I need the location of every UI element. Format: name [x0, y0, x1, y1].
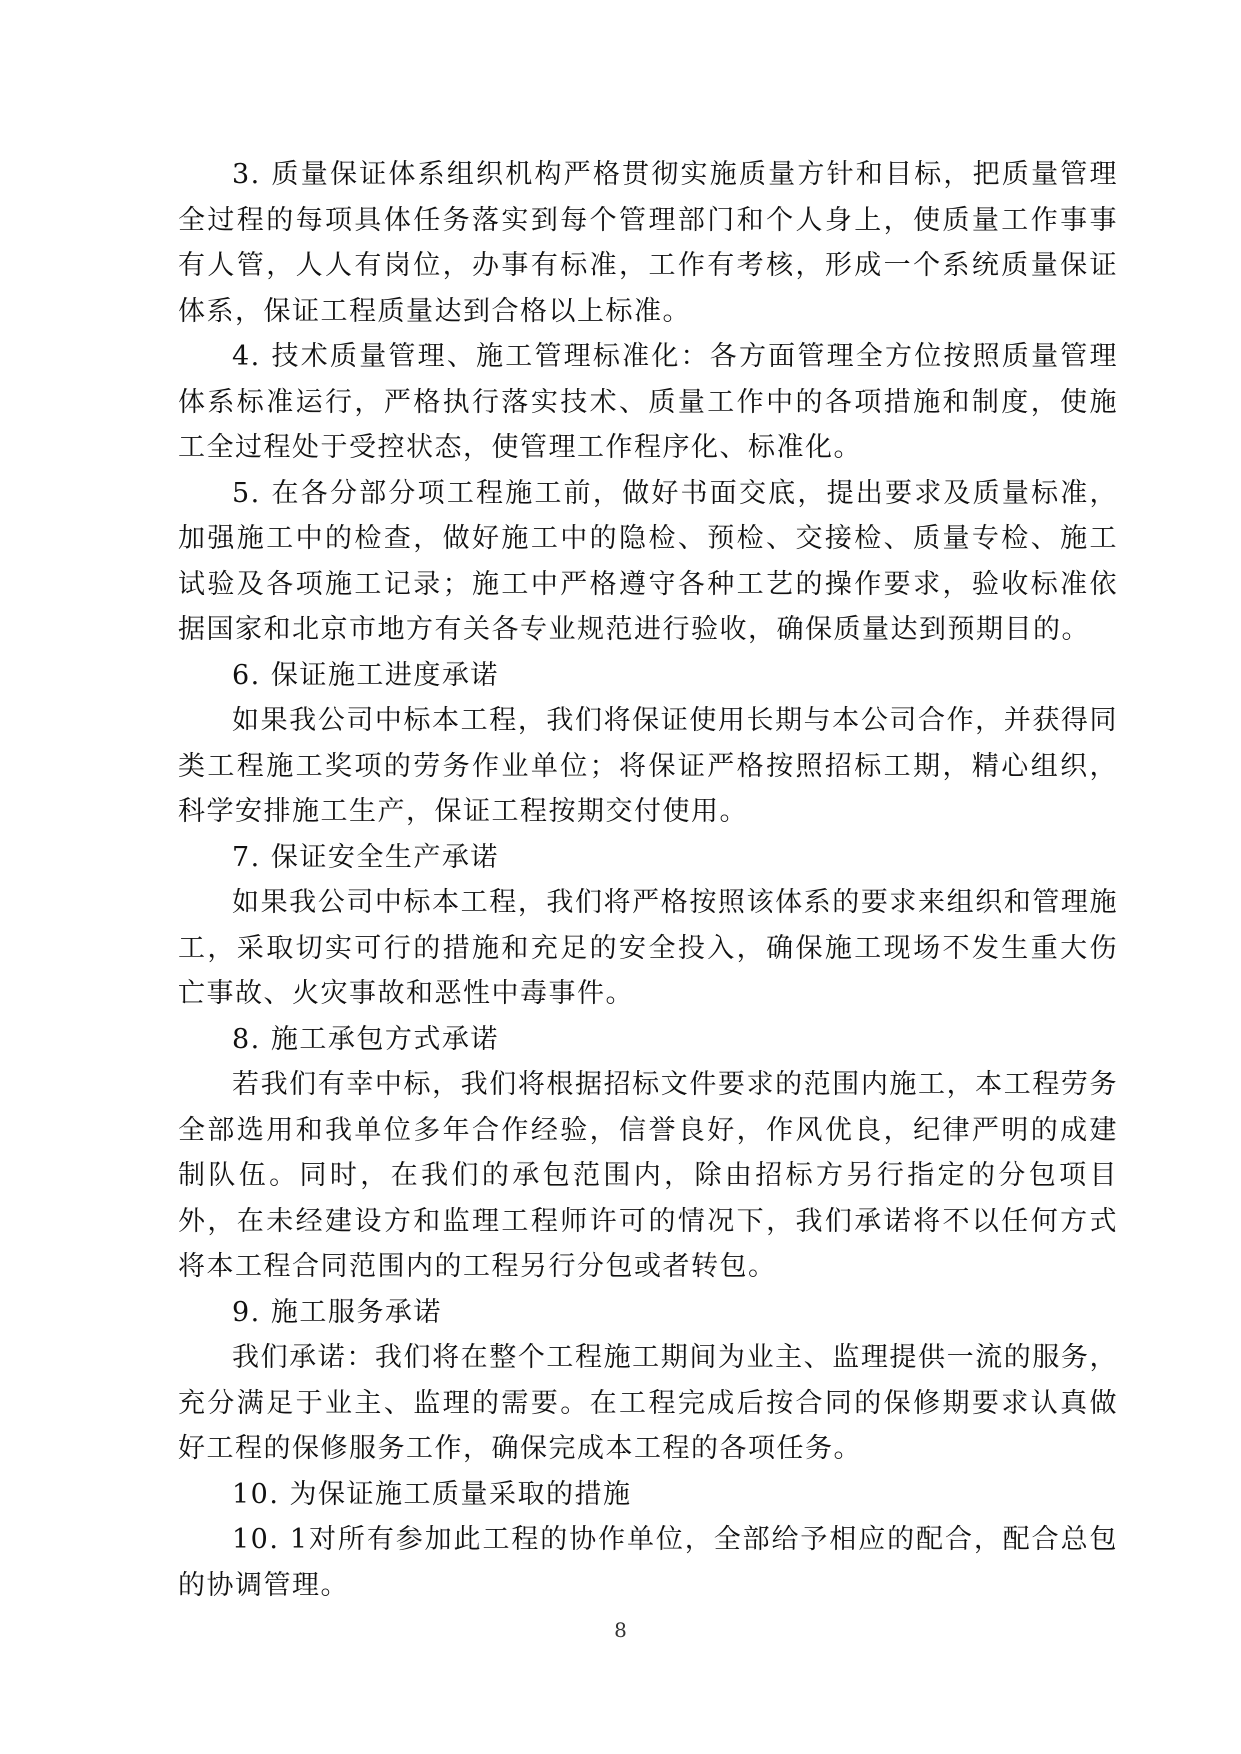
- paragraph-safety-commitment: 如果我公司中标本工程，我们将严格按照该体系的要求来组织和管理施工，采取切实可行的措施和充足的安全投入，确保施工现场不发生重大伤亡事故、火灾事故和恶性中毒事件。: [178, 887, 1118, 1009]
- heading-quality-measures: 10. 为保证施工质量采取的措施: [232, 1478, 632, 1510]
- paragraph-standardization: 4. 技术质量管理、施工管理标准化：各方面管理全方位按照质量管理体系标准运行，严格执行落实技术、质量工作中的各项措施和制度，使施工全过程处于受控状态，使管理工作程序化、标准化。: [178, 341, 1118, 463]
- paragraph-schedule-commitment: 如果我公司中标本工程，我们将保证使用长期与本公司合作，并获得同类工程施工奖项的劳务作业单位；将保证严格按照招标工期，精心组织，科学安排施工生产，保证工程按期交付使用。: [178, 705, 1118, 827]
- paragraph-contracting-commitment: 若我们有幸中标，我们将根据招标文件要求的范围内施工，本工程劳务全部选用和我单位多年合作经验，信誉良好，作风优良，纪律严明的成建制队伍。同时，在我们的承包范围内，除由招标方另行指定的分包项目外，在未经建设方和监理工程师许可的情况下，我们承诺将不以任何方式将本工程合同范围内的工程另行分包或者转包。: [178, 1069, 1118, 1282]
- document-body: [178, 152, 1118, 1608]
- paragraph-construction-checks: 5. 在各分部分项工程施工前，做好书面交底，提出要求及质量标准，加强施工中的检查，做好施工中的隐检、预检、交接检、质量专检、施工试验及各项施工记录；施工中严格遵守各种工艺的操作要求，验收标准依据国家和北京市地方有关各专业规范进行验收，确保质量达到预期目的。: [178, 477, 1118, 645]
- paragraph-quality-measures-1: 10. 1对所有参加此工程的协作单位，全部给予相应的配合，配合总包的协调管理。: [178, 1524, 1118, 1601]
- heading-service-commitment: 9. 施工服务承诺: [232, 1296, 442, 1328]
- heading-schedule-commitment: 6. 保证施工进度承诺: [232, 659, 499, 691]
- heading-contracting-commitment: 8. 施工承包方式承诺: [232, 1023, 499, 1055]
- paragraph-service-commitment: 我们承诺：我们将在整个工程施工期间为业主、监理提供一流的服务，充分满足于业主、监理的需要。在工程完成后按合同的保修期要求认真做好工程的保修服务工作，确保完成本工程的各项任务。: [178, 1342, 1118, 1464]
- page-number: 8: [614, 1618, 627, 1642]
- heading-safety-commitment: 7. 保证安全生产承诺: [232, 841, 499, 873]
- paragraph-quality-system: 3. 质量保证体系组织机构严格贯彻实施质量方针和目标，把质量管理全过程的每项具体任务落实到每个管理部门和个人身上，使质量工作事事有人管，人人有岗位，办事有标准，工作有考核，形成一个系统质量保证体系，保证工程质量达到合格以上标准。: [178, 159, 1118, 327]
